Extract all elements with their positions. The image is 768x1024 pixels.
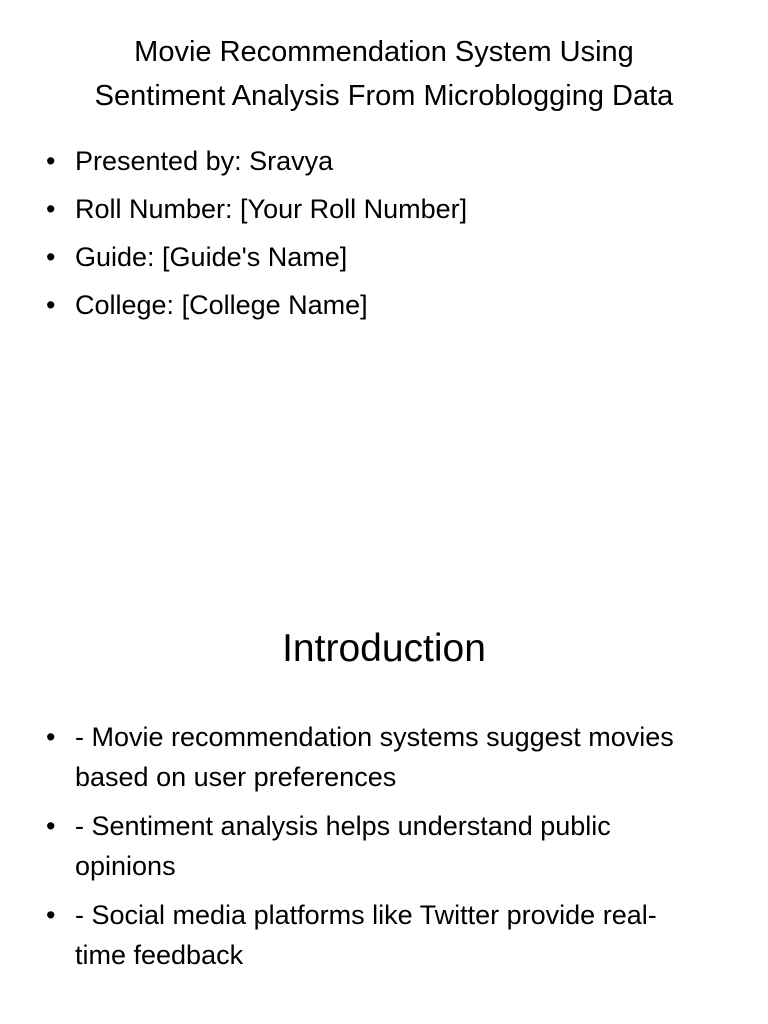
bullet-text: College: [College Name] xyxy=(75,290,368,320)
bullet-icon: • xyxy=(46,242,56,272)
introduction-points-list xyxy=(46,717,706,984)
bullet-text: - Sentiment analysis helps understand public opinions xyxy=(75,811,611,881)
list-item xyxy=(46,895,706,975)
title-line-2: Sentiment Analysis From Microblogging Data xyxy=(94,80,674,112)
bullet-text: Roll Number: [Your Roll Number] xyxy=(75,194,468,224)
introduction-slide xyxy=(0,512,768,1024)
list-item xyxy=(46,142,726,180)
bullet-text: Guide: [Guide's Name] xyxy=(75,242,348,272)
list-item xyxy=(46,717,706,797)
list-item xyxy=(46,238,726,276)
title-line-1: Movie Recommendation System Using xyxy=(134,36,634,68)
list-item xyxy=(46,286,726,324)
slide-title: Introduction xyxy=(282,627,486,670)
list-item xyxy=(46,190,726,228)
slide-title xyxy=(0,30,768,118)
bullet-icon: • xyxy=(46,722,56,752)
bullet-icon: • xyxy=(46,290,56,320)
presenter-details-list xyxy=(46,142,726,334)
bullet-icon: • xyxy=(46,811,56,841)
bullet-icon: • xyxy=(46,194,56,224)
bullet-text: Presented by: Sravya xyxy=(75,146,334,176)
bullet-icon: • xyxy=(46,146,56,176)
bullet-text: - Social media platforms like Twitter provide real-time feedback xyxy=(75,900,657,970)
list-item xyxy=(46,806,706,886)
bullet-icon: • xyxy=(46,900,56,930)
bullet-text: - Movie recommendation systems suggest movies based on user preferences xyxy=(75,722,674,792)
